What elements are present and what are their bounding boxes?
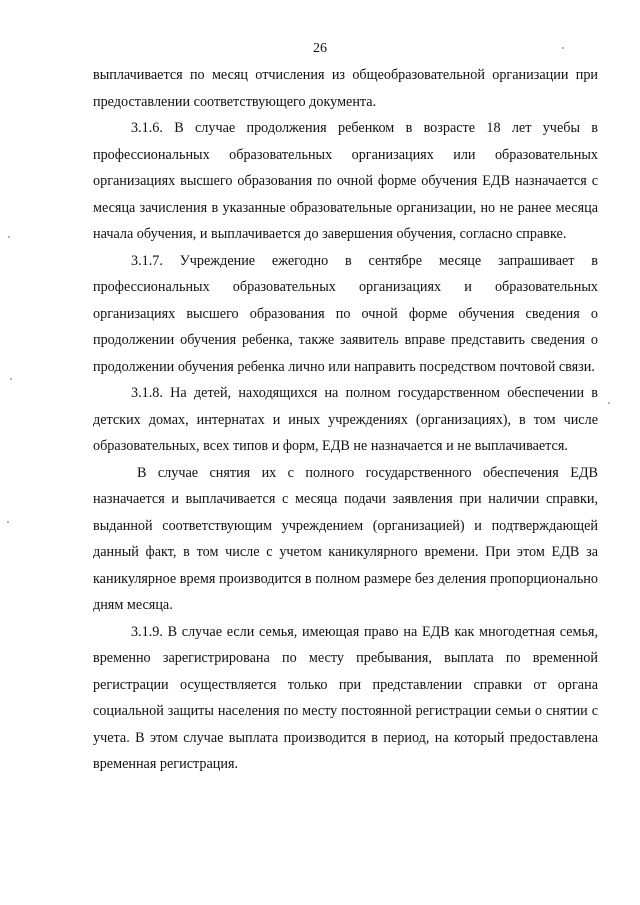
scan-speck <box>7 521 9 523</box>
paragraph-3-1-7: 3.1.7. Учреждение ежегодно в сентябре месяце запрашивает в профессиональных образовательных организациях и образовательных организациях высшего образования по очной форме обучения сведения о продолжении обучения ребенка, также заявитель вправе представить сведения о продолжении обучения ребенка лично или направить посредством почтовой связи. <box>93 252 598 375</box>
scan-speck <box>608 402 610 404</box>
paragraph-continuation: выплачивается по месяц отчисления из общеобразовательной организации при предоставлении соответствующего документа. <box>93 67 598 110</box>
page-number: 26 <box>313 41 327 56</box>
paragraph-3-1-6: 3.1.6. В случае продолжения ребенком в возрасте 18 лет учебы в профессиональных образовательных организациях или образовательных организациях высшего образования по очной форме обучения ЕДВ назначается с месяца зачисления в указанные образовательные организации, но не ранее месяца начала обучения, и выплачивается до завершения обучения, согласно справке. <box>93 120 598 242</box>
scan-speck <box>562 47 564 49</box>
document-body <box>93 62 598 778</box>
paragraph-3-1-8: 3.1.8. На детей, находящихся на полном государственном обеспечении в детских домах, интернатах и иных учреждениях (организациях), в том числе образовательных, всех типов и форм, ЕДВ не назначается и не выплачивается. <box>93 385 598 454</box>
scan-speck <box>8 236 10 238</box>
scan-speck <box>10 378 12 380</box>
paragraph-3-1-9: 3.1.9. В случае если семья, имеющая право на ЕДВ как многодетная семья, временно зарегистрирована по месту пребывания, выплата по временной регистрации осуществляется только при представлении справки от органа социальной защиты населения по месту постоянной регистрации семьи о снятии с учета. В этом случае выплата производится в период, на который предоставлена временная регистрация. <box>93 623 598 772</box>
paragraph-3-1-8-continuation: В случае снятия их с полного государственного обеспечения ЕДВ назначается и выплачивается с месяца подачи заявления при наличии справки, выданной соответствующим учреждением (организацией) и подтверждающей данный факт, в том числе с учетом каникулярного времени. При этом ЕДВ за каникулярное время производится в полном размере без деления пропорционально дням месяца. <box>93 464 598 613</box>
